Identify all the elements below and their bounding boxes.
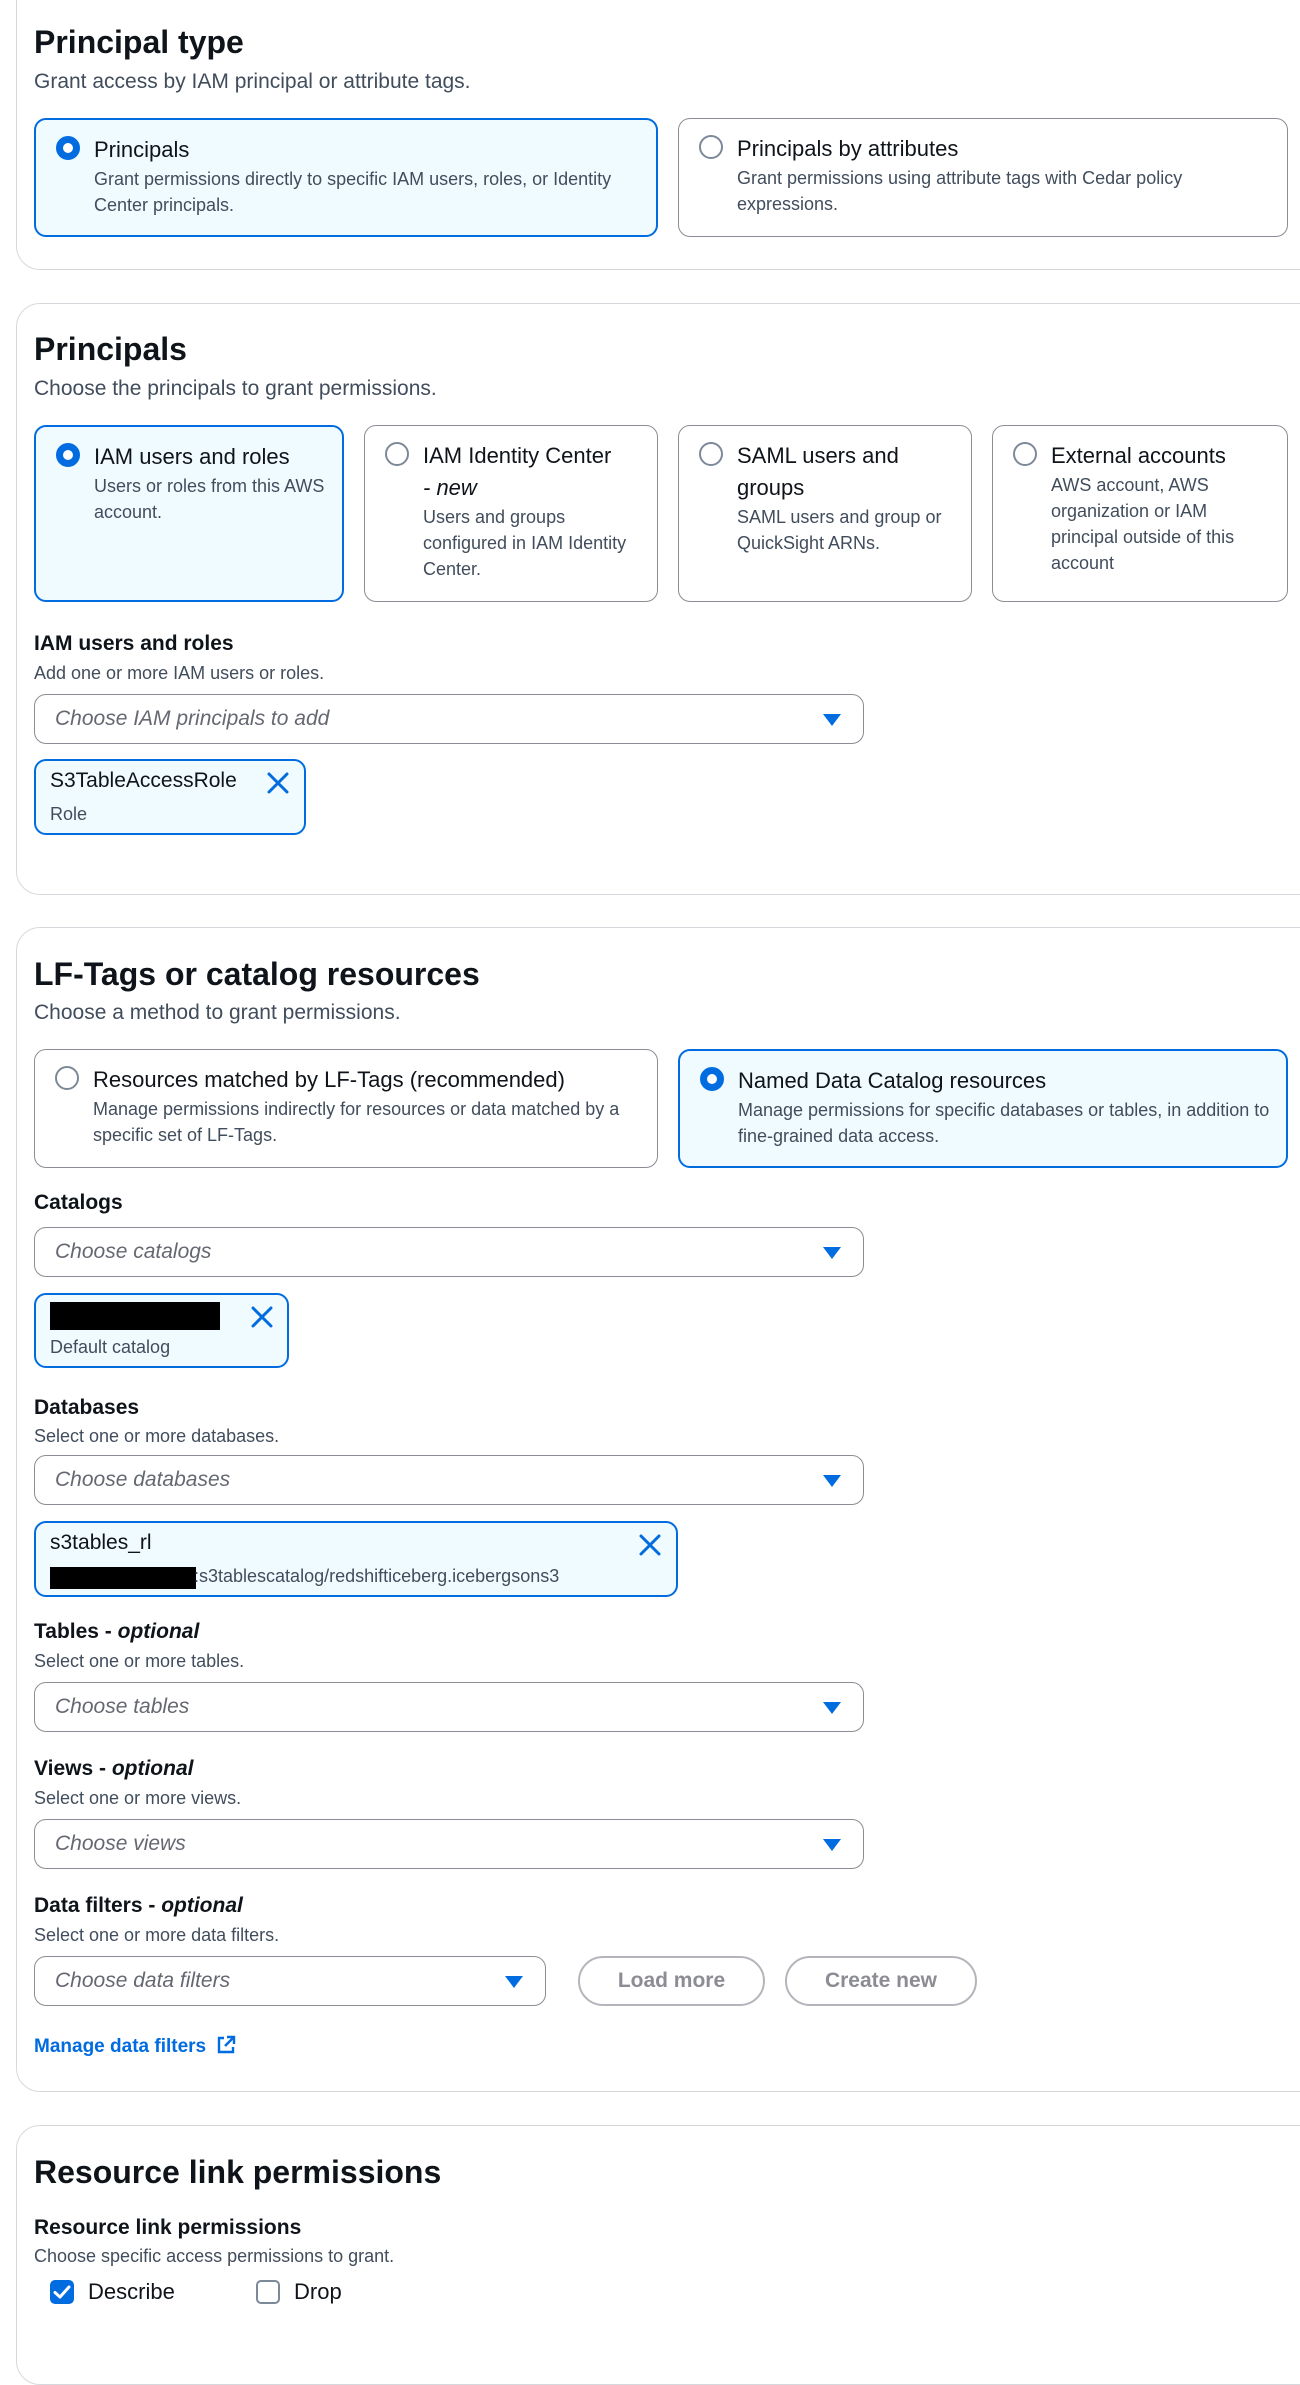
manage-data-filters-text: Manage data filters bbox=[34, 2036, 207, 2057]
catalogs-label: Catalogs bbox=[34, 1191, 123, 1214]
option-external-description: AWS account, AWS organization or IAM principal outside of this account bbox=[1051, 475, 1235, 573]
option-named-catalog-description: Manage permissions for specific databases or tables, in addition to fine-grained data access. bbox=[738, 1100, 1270, 1146]
caret-down-icon bbox=[823, 714, 841, 726]
principal-token-type: Role bbox=[50, 804, 88, 824]
radio-iam-users-and-roles[interactable] bbox=[56, 443, 80, 467]
resource-link-title: Resource link permissions bbox=[34, 2154, 442, 2190]
radio-external-accounts[interactable] bbox=[1013, 442, 1037, 466]
principals-title: Principals bbox=[34, 331, 187, 367]
databases-placeholder: Choose databases bbox=[55, 1468, 231, 1491]
caret-down-icon bbox=[823, 1839, 841, 1851]
option-identity-center-title-text: IAM Identity Center bbox=[423, 443, 612, 468]
data-filters-description: Select one or more data filters. bbox=[34, 1925, 280, 1945]
iam-principals-select[interactable] bbox=[34, 694, 864, 744]
remove-token-icon[interactable] bbox=[248, 1303, 276, 1331]
manage-data-filters-link[interactable] bbox=[34, 2034, 237, 2058]
new-badge: - new bbox=[423, 475, 477, 500]
external-link-icon bbox=[215, 2034, 237, 2056]
remove-token-icon[interactable] bbox=[264, 769, 292, 797]
check-icon bbox=[50, 2280, 74, 2304]
redacted-catalog-id bbox=[50, 1302, 220, 1330]
tables-description: Select one or more tables. bbox=[34, 1651, 245, 1671]
radio-principals[interactable] bbox=[56, 136, 80, 160]
describe-checkbox[interactable] bbox=[50, 2280, 74, 2304]
tables-optional: optional bbox=[117, 1620, 200, 1643]
databases-select[interactable] bbox=[34, 1455, 864, 1505]
lf-tags-title: LF-Tags or catalog resources bbox=[34, 956, 480, 992]
iam-principals-placeholder: Choose IAM principals to add bbox=[55, 707, 330, 730]
remove-token-icon[interactable] bbox=[636, 1531, 664, 1559]
option-iam-users-and-roles[interactable] bbox=[34, 425, 344, 602]
data-filters-label bbox=[34, 1894, 243, 1918]
lf-tags-description: Choose a method to grant permissions. bbox=[34, 1001, 401, 1024]
option-principals-title: Principals bbox=[94, 137, 190, 162]
option-principals-by-attributes-description: Grant permissions using attribute tags with Cedar policy expressions. bbox=[737, 168, 1183, 214]
databases-description: Select one or more databases. bbox=[34, 1426, 280, 1446]
option-principals-by-attributes-title: Principals by attributes bbox=[737, 136, 959, 161]
caret-down-icon bbox=[505, 1976, 523, 1988]
views-label bbox=[34, 1757, 193, 1781]
option-external-accounts[interactable] bbox=[992, 425, 1288, 602]
principal-token bbox=[34, 759, 306, 835]
option-principals-description: Grant permissions directly to specific IAM users, roles, or Identity Center principals. bbox=[94, 169, 612, 215]
option-named-data-catalog[interactable] bbox=[678, 1049, 1288, 1168]
radio-principals-by-attributes[interactable] bbox=[699, 135, 723, 159]
catalogs-select[interactable] bbox=[34, 1227, 864, 1277]
caret-down-icon bbox=[823, 1247, 841, 1259]
principal-type-description: Grant access by IAM principal or attribute tags. bbox=[34, 70, 471, 93]
load-more-button[interactable]: Load more bbox=[578, 1956, 765, 2006]
tables-label bbox=[34, 1620, 199, 1644]
views-select[interactable] bbox=[34, 1819, 864, 1869]
catalog-token bbox=[34, 1293, 289, 1368]
option-iam-users-title: IAM users and roles bbox=[94, 444, 290, 469]
iam-users-description: Add one or more IAM users or roles. bbox=[34, 663, 325, 683]
catalogs-placeholder: Choose catalogs bbox=[55, 1240, 212, 1263]
option-saml-users-and-groups[interactable] bbox=[678, 425, 972, 602]
database-token-name: s3tables_rl bbox=[50, 1531, 152, 1554]
catalog-token-sub: Default catalog bbox=[50, 1337, 171, 1357]
radio-saml-users-and-groups[interactable] bbox=[699, 442, 723, 466]
option-lf-tags-title: Resources matched by LF-Tags (recommended) bbox=[93, 1067, 565, 1092]
option-identity-center-description: Users and groups configured in IAM Identity Center. bbox=[423, 507, 627, 579]
radio-lf-tags[interactable] bbox=[55, 1066, 79, 1090]
caret-down-icon bbox=[823, 1475, 841, 1487]
option-identity-center-title bbox=[423, 440, 643, 504]
views-placeholder: Choose views bbox=[55, 1832, 186, 1855]
redacted-account-id bbox=[50, 1567, 196, 1589]
views-label-text: Views - bbox=[34, 1757, 112, 1780]
resource-link-field-label: Resource link permissions bbox=[34, 2216, 302, 2239]
option-saml-title: SAML users and groups bbox=[737, 443, 899, 500]
principals-description: Choose the principals to grant permissions. bbox=[34, 377, 437, 400]
option-iam-users-description: Users or roles from this AWS account. bbox=[94, 476, 325, 522]
tables-placeholder: Choose tables bbox=[55, 1695, 190, 1718]
principal-token-name: S3TableAccessRole bbox=[50, 769, 237, 792]
create-new-button[interactable]: Create new bbox=[785, 1956, 977, 2006]
option-lf-tags[interactable] bbox=[34, 1049, 658, 1168]
database-token bbox=[34, 1521, 678, 1597]
tables-label-text: Tables - bbox=[34, 1620, 118, 1643]
option-principals[interactable] bbox=[34, 118, 658, 237]
radio-named-data-catalog[interactable] bbox=[700, 1067, 724, 1091]
resource-link-description: Choose specific access permissions to grant. bbox=[34, 2246, 395, 2266]
databases-label: Databases bbox=[34, 1396, 140, 1419]
views-description: Select one or more views. bbox=[34, 1788, 242, 1808]
radio-iam-identity-center[interactable] bbox=[385, 442, 409, 466]
data-filters-select[interactable] bbox=[34, 1956, 546, 2006]
option-saml-description: SAML users and group or QuickSight ARNs. bbox=[737, 507, 942, 553]
drop-checkbox[interactable] bbox=[256, 2280, 280, 2304]
option-principals-by-attributes[interactable] bbox=[678, 118, 1288, 237]
describe-label[interactable]: Describe bbox=[88, 2279, 175, 2304]
option-lf-tags-description: Manage permissions indirectly for resources or data matched by a specific set of LF-Tags. bbox=[93, 1099, 620, 1145]
data-filters-placeholder: Choose data filters bbox=[55, 1969, 231, 1992]
option-external-title: External accounts bbox=[1051, 443, 1226, 468]
option-named-catalog-title: Named Data Catalog resources bbox=[738, 1068, 1047, 1093]
views-optional: optional bbox=[111, 1757, 194, 1780]
tables-select[interactable] bbox=[34, 1682, 864, 1732]
option-iam-identity-center[interactable] bbox=[364, 425, 658, 602]
caret-down-icon bbox=[823, 1702, 841, 1714]
iam-users-label: IAM users and roles bbox=[34, 632, 234, 655]
database-token-sub: :s3tablescatalog/redshifticeberg.icebergsons3 bbox=[194, 1566, 560, 1586]
data-filters-optional: optional bbox=[161, 1894, 243, 1917]
drop-label[interactable]: Drop bbox=[294, 2279, 342, 2304]
principal-type-title: Principal type bbox=[34, 24, 244, 60]
data-filters-label-text: Data filters - bbox=[34, 1894, 162, 1917]
